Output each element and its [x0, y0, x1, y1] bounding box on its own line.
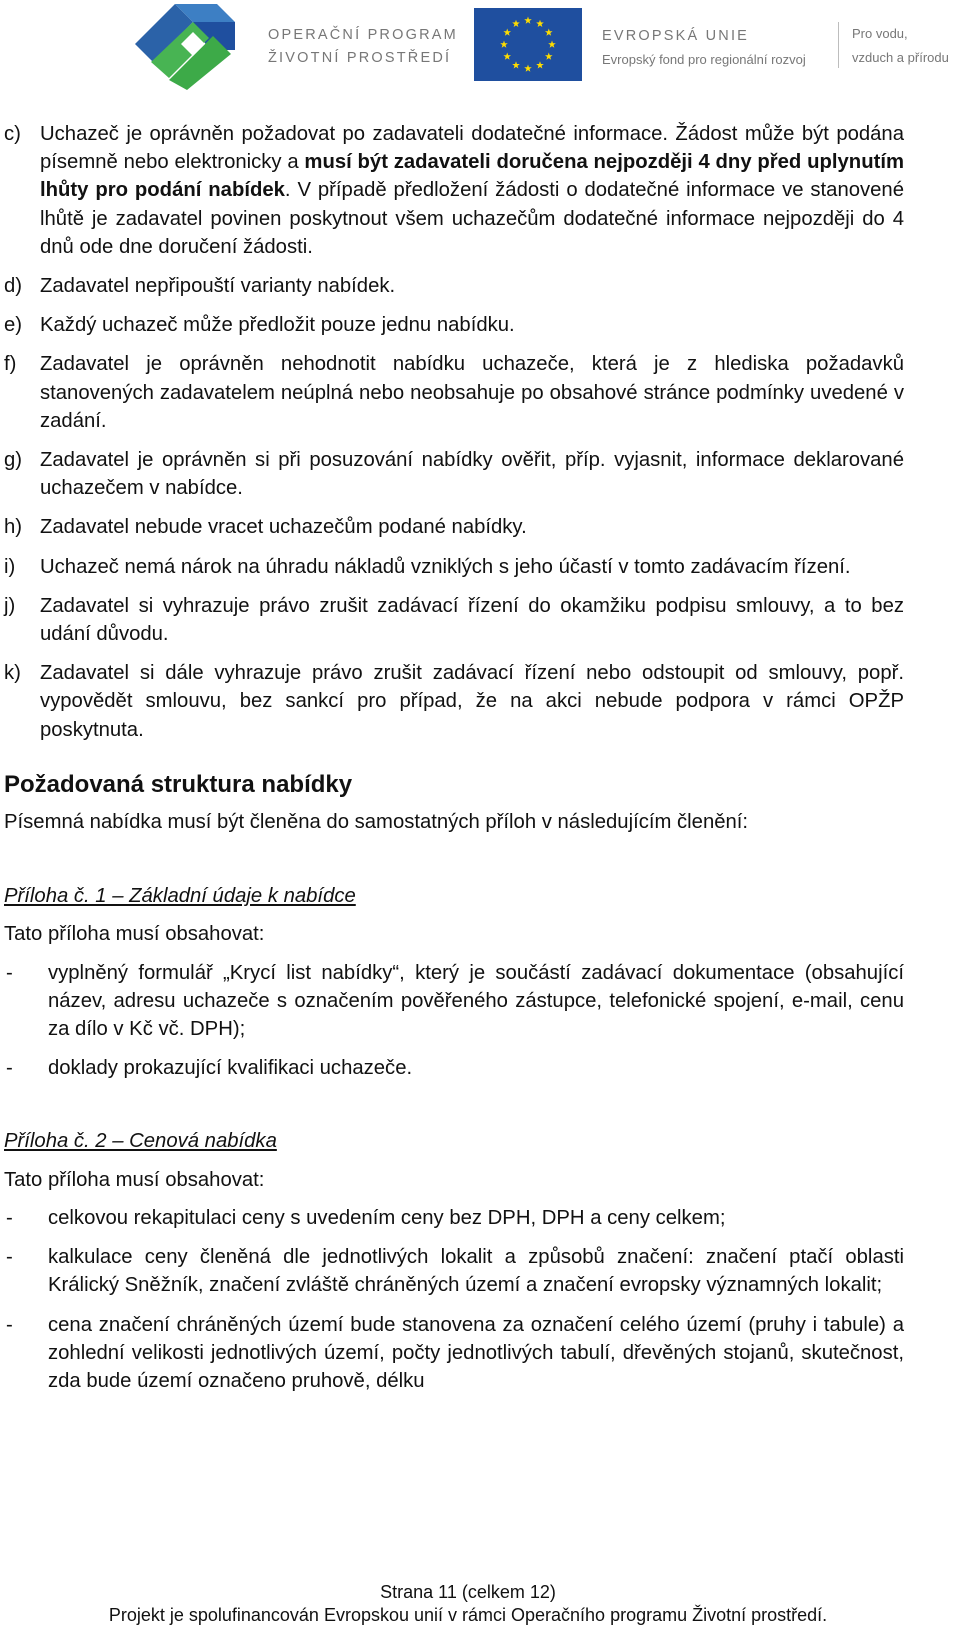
- item-text: Zadavatel si vyhrazuje právo zrušit zadávací řízení do okamžiku podpisu smlouvy, a to bez udání důvodu.: [40, 594, 904, 646]
- item-marker: k): [4, 662, 21, 685]
- list-item-i: [4, 553, 904, 581]
- list-item-h: [4, 513, 904, 541]
- dash-marker: -: [6, 1313, 13, 1336]
- attachment-1-intro: Tato příloha musí obsahovat:: [4, 923, 265, 946]
- item-text: Každý uchazeč může předložit pouze jednu nabídku.: [40, 314, 515, 337]
- slogan-line1: Pro vodu,: [852, 26, 908, 41]
- item-marker: h): [4, 516, 23, 539]
- dash-marker: -: [6, 961, 13, 984]
- item-text: Zadavatel je oprávněn si při posuzování nabídky ověřit, příp. vyjasnit, informace deklarované uchazečem v nabídce.: [40, 449, 904, 500]
- dash-marker: -: [6, 1246, 13, 1269]
- attachment-2-intro: Tato příloha musí obsahovat:: [4, 1168, 265, 1191]
- bullet-item: [4, 1311, 904, 1396]
- eu-subtitle: Evropský fond pro regionální rozvoj: [602, 52, 806, 67]
- item-text-part1: Uchazeč je oprávněn požadovat po zadavateli dodatečné informace. Žádost může být podána písemně nebo elektronicky a: [40, 123, 904, 174]
- dash-marker: -: [6, 1057, 13, 1080]
- list-item-c: [4, 120, 904, 261]
- eu-flag-icon: [474, 8, 582, 81]
- item-marker: e): [4, 314, 23, 337]
- item-text-bold: musí být zadavateli doručena nejpozději 4 dny před uplynutím lhůty pro podání nabídek: [40, 151, 904, 202]
- op-logo-line2: ŽIVOTNÍ PROSTŘEDÍ: [268, 50, 452, 66]
- section-heading: Požadovaná struktura nabídky: [4, 770, 353, 798]
- item-marker: f): [4, 353, 17, 376]
- page-number: Strana 11 (celkem 12): [380, 1582, 556, 1602]
- item-text: [40, 120, 904, 261]
- bullet-text: vyplněný formulář „Krycí list nabídky“, který je součástí zadávací dokumentace (obsahující název, adresu uchazeče s označením pověřeného zástupce, telefonické spojení, e-mail, cenu za dílo v Kč vč. DPH);: [48, 961, 904, 1041]
- item-text: Zadavatel nepřipouští varianty nabídek.: [40, 275, 396, 298]
- item-text: Zadavatel nebude vracet uchazečům podané nabídky.: [40, 516, 527, 539]
- attachment-1-title: Příloha č. 1 – Základní údaje k nabídce: [4, 885, 356, 908]
- section-intro: Písemná nabídka musí být členěna do samostatných příloh v následujícím členění:: [4, 811, 749, 834]
- item-marker: c): [4, 123, 21, 145]
- op-logo-line1: OPERAČNÍ PROGRAM: [268, 27, 458, 43]
- page-header: [0, 0, 960, 95]
- bullet-item: [4, 1243, 904, 1299]
- bullet-text: doklady prokazující kvalifikaci uchazeče.: [48, 1057, 413, 1080]
- item-marker: j): [4, 594, 16, 617]
- item-text-part2: . V případě předložení žádosti o dodatečné informace ve stanovené lhůtě je zadavatel povinen poskytnout všem uchazečům dodatečné informace nejpozději do 4 dnů ode dne doručení žádosti.: [40, 179, 904, 258]
- slogan-line2: vzduch a přírodu: [852, 50, 949, 65]
- list-item-k: [4, 659, 904, 744]
- item-marker: d): [4, 275, 23, 298]
- attachment-2-title: Příloha č. 2 – Cenová nabídka: [4, 1130, 277, 1153]
- opzp-logo-icon: [135, 0, 255, 90]
- list-item-d: [4, 272, 904, 300]
- bullet-item: [4, 959, 904, 1044]
- item-marker: i): [4, 555, 16, 578]
- bullet-item: [4, 1204, 904, 1232]
- item-marker: g): [4, 449, 23, 472]
- dash-marker: -: [6, 1206, 13, 1229]
- bullet-item: [4, 1054, 904, 1082]
- bullet-text: cena značení chráněných území bude stanovena za označení celého území (pruhy i tabule) a zohlední velikosti jednotlivých území, počty jednotlivých tabulí, dřevěných stojanů, skutečnost, zda bude území označeno pruhově, délku: [48, 1313, 904, 1392]
- list-item-g: [4, 446, 904, 502]
- op-logo-text: [268, 24, 458, 70]
- project-footer: Projekt je spolufinancován Evropskou unií v rámci Operačního programu Životní prostředí.: [108, 1605, 828, 1625]
- eu-logo-text: [602, 24, 806, 72]
- document-body: [4, 120, 904, 1406]
- item-text: Zadavatel je oprávněn nehodnotit nabídku uchazeče, která je z hlediska požadavků stanovených zadavatelem neúplná nebo neobsahuje po obsahové stránce podmínky uvedené v zadání.: [40, 353, 904, 432]
- list-item-j: [4, 592, 904, 648]
- bullet-text: celkovou rekapitulaci ceny s uvedením ceny bez DPH, DPH a ceny celkem;: [48, 1206, 726, 1229]
- slogan: [852, 22, 949, 70]
- eu-title: EVROPSKÁ UNIE: [602, 28, 750, 44]
- list-item-f: [4, 350, 904, 435]
- header-divider: [838, 22, 839, 68]
- list-item-e: [4, 311, 904, 339]
- item-text: Uchazeč nemá nárok na úhradu nákladů vzniklých s jeho účastí v tomto zadávacím řízení.: [40, 555, 851, 578]
- item-text: Zadavatel si dále vyhrazuje právo zrušit zadávací řízení nebo odstoupit od smlouvy, popř. vypovědět smlouvu, bez sankcí pro případ, že na akci nebude podpora v rámci OPŽP poskytnuta.: [40, 662, 904, 741]
- bullet-text: kalkulace ceny členěná dle jednotlivých lokalit a způsobů značení: značení ptačí oblasti Králický Sněžník, značení zvláště chráněných území a značení evropsky významných lokalit;: [48, 1246, 904, 1297]
